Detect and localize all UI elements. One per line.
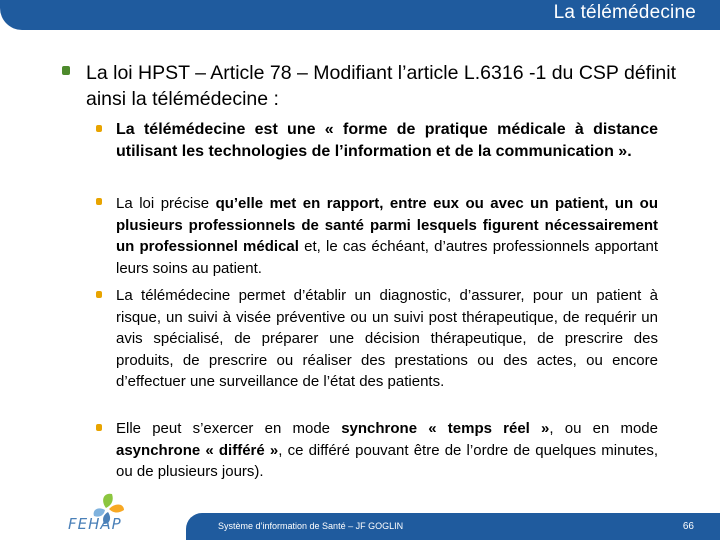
sub-bullet-marker	[96, 125, 102, 132]
bullet-point-5-text-mid: , ou en mode	[549, 420, 658, 437]
bullet-point-2: La télémédecine est une « forme de pratique médicale à distance utilisant les technologies de l’information et de la communication ».	[116, 121, 658, 160]
bullet-point-5-text: Elle peut s’exercer en mode	[116, 420, 342, 437]
sub-bullet-marker	[96, 291, 102, 298]
bullet-point-5	[116, 418, 658, 483]
bullet-point-3	[116, 193, 658, 279]
bullet-point-5-emphasis-synchrone: synchrone « temps réel »	[341, 420, 550, 437]
bullet-point-4: La télémédecine permet d’établir un diagnostic, d’assurer, pour un patient à risque, un suivi à visée préventive ou un suivi post thérapeutique, de requérir un avis spécialisé, de préparer une décision thérapeutique, de prescrire des produits, de prescrire ou réaliser des prestations ou des actes, ou encore d’effectuer une surveillance de l’état des patients.	[116, 287, 658, 390]
bullet-marker	[62, 66, 70, 75]
bullet-point-3-text: La loi précise	[116, 195, 216, 212]
slide-title: La télémédecine	[553, 2, 696, 23]
sub-bullet-marker	[96, 198, 102, 205]
fehap-logo-text: FEHAP	[68, 515, 122, 533]
sub-bullet-marker	[96, 424, 102, 431]
bullet-point-3-emphasis: qu’elle met en rapport, entre eux ou avec un patient, un ou plusieurs professionnels de santé parmi lesquels figurent nécessairement un professionnel médical	[116, 195, 658, 255]
page-number: 66	[682, 521, 694, 532]
bullet-point-5-text-end: , ce différé pouvant être de l’ordre de quelques minutes, ou de plusieurs jours).	[116, 441, 658, 480]
bullet-point-5-emphasis-asynchrone: asynchrone « différé »	[116, 441, 279, 459]
bullet-point-1: La loi HPST – Article 78 – Modifiant l’article L.6316 -1 du CSP définit ainsi la télémédecine :	[86, 62, 677, 110]
footer-caption: Système d’information de Santé – JF GOGLIN	[218, 521, 404, 531]
bullet-point-3-text-end: et, le cas échéant, d’autres professionnels apportant leurs soins au patient.	[116, 238, 659, 277]
